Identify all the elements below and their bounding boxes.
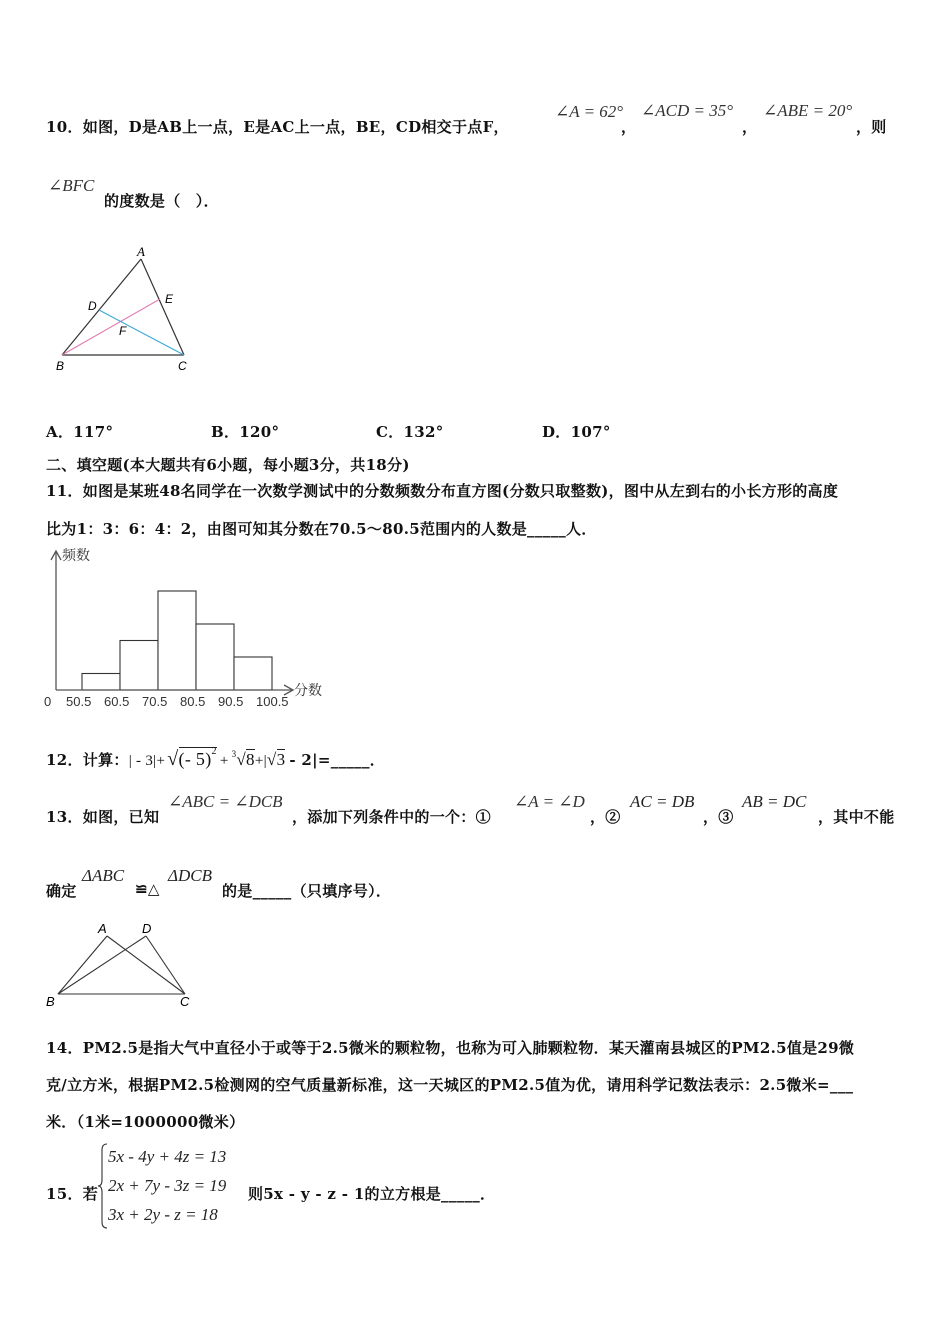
segment-be <box>62 299 160 355</box>
label-e: E <box>165 292 174 306</box>
q15-equation-3: 3x + 2y - z = 18 <box>108 1205 218 1224</box>
q12-sqrt <box>167 748 217 771</box>
q12-sqrt-inner-text: (- 5) <box>178 749 212 769</box>
label-b: B <box>56 359 65 373</box>
q10-option-a: A．117° <box>46 423 114 441</box>
q13-line2-prefix: 确定 <box>46 882 77 900</box>
q12-cbrt <box>232 749 255 770</box>
label-f: F <box>119 324 127 338</box>
label-c: C <box>178 359 187 373</box>
q10-number: 10． <box>46 118 83 136</box>
q13-condition-1: ∠A = ∠D <box>514 792 585 811</box>
q15-prefix: 15．若 <box>46 1185 99 1203</box>
origin-label: 0 <box>44 694 52 709</box>
q13-figure <box>40 918 200 1010</box>
x-tick-label: 100.5 <box>256 694 289 709</box>
q15-equation-1: 5x - 4y + 4z = 13 <box>108 1147 227 1166</box>
histogram-bar <box>196 624 234 690</box>
q12-sqrt3 <box>267 750 285 770</box>
q14-line-3: 米．（1米=1000000微米） <box>46 1113 245 1131</box>
side-ab <box>62 259 141 355</box>
q13-triangle-2: ΔDCB <box>168 866 212 885</box>
q13-prefix: 13．如图，已知 <box>46 808 160 826</box>
x-tick-label: 50.5 <box>66 694 92 709</box>
sqrt-sign: √ <box>236 750 247 769</box>
label-b: B <box>46 994 55 1009</box>
q12-square-exponent: 2 <box>211 746 217 757</box>
label-d: D <box>142 921 152 936</box>
q10-cond-angle-abe: ∠ABE = 20° <box>763 101 853 120</box>
x-tick-label: 80.5 <box>180 694 206 709</box>
q12-prefix: 12．计算： <box>46 751 129 769</box>
q11-line-1: 11．如图是某班48名同学在一次数学测试中的分数频数分布直方图(分数只取整数)，图中从左到右的小长方形的高度 <box>46 482 839 500</box>
q13-sep-2: ，② <box>590 808 621 826</box>
segment-cd <box>99 310 184 355</box>
q11-line-2: 比为1：3：6：4：2，由图可知其分数在70.5～80.5范围内的人数是_____人． <box>46 520 597 538</box>
q13-line2-tail: 的是_____（只填序号）． <box>222 882 392 900</box>
q13-sep-3: ，③ <box>703 808 734 826</box>
section-title: 二、填空题(本大题共有6小题，每小题3分，共18分) <box>46 456 410 474</box>
histogram-bar <box>234 657 272 690</box>
x-axis-label: 分数 <box>294 682 322 698</box>
q13-tail: ，其中不能 <box>818 808 895 826</box>
x-tick-label: 90.5 <box>218 694 244 709</box>
q10-cond-angle-acd: ∠ACD = 35° <box>641 101 734 120</box>
q12-tail: - 2|=_____． <box>289 751 386 769</box>
q12-cbrt-index: 3 <box>231 749 237 759</box>
label-a: A <box>137 244 145 259</box>
x-tick-label: 70.5 <box>142 694 168 709</box>
system-brace <box>98 1142 108 1230</box>
q13-condition-3: AB = DC <box>742 792 807 811</box>
sqrt-sign: √ <box>167 748 179 770</box>
q13-condition-2: AC = DB <box>630 792 695 811</box>
q10-ask-angle: ∠BFC <box>48 176 95 195</box>
histogram-bar <box>120 641 158 691</box>
segment-ac <box>107 936 185 994</box>
q12-plus: + <box>219 753 229 769</box>
q10-option-c: C．132° <box>376 423 444 441</box>
q15-equation-2: 2x + 7y - 3z = 19 <box>108 1176 227 1195</box>
q10-sep-2: ， <box>742 118 758 136</box>
segment-bd <box>58 936 146 994</box>
q12-part3: +| <box>254 753 267 769</box>
q10-then: ，则 <box>856 118 887 136</box>
q10-ask-text: 的度数是（ ）． <box>104 192 219 210</box>
histogram-bar <box>158 591 196 690</box>
q13-mid: ，添加下列条件中的一个：① <box>292 808 491 826</box>
q13-congruent: ≌△ <box>135 880 160 898</box>
q10-triangle-figure <box>50 244 210 379</box>
q15-tail: 则5x - y - z - 1的立方根是_____． <box>248 1185 496 1203</box>
q10-cond-angle-a: ∠A = 62° <box>555 102 624 121</box>
q10-statement: 如图，D是AB上一点，E是AC上一点，BE，CD相交于点F， <box>82 118 509 136</box>
segment-ba <box>58 936 107 994</box>
sqrt-sign: √ <box>266 750 277 769</box>
q14-line-1: 14．PM2.5是指大气中直径小于或等于2.5微米的颗粒物，也称为可入肺颗粒物．某天灌南县城区的PM2.5值是29微 <box>46 1039 855 1057</box>
q14-line-2: 克/立方米，根据PM2.5检测网的空气质量新标准，这一天城区的PM2.5值为优，请用科学记数法表示：2.5微米=___ <box>46 1076 854 1094</box>
x-tick-label: 60.5 <box>104 694 130 709</box>
q12-abs-part: | - 3|+ <box>128 753 166 769</box>
q15-equation-system <box>108 1142 226 1229</box>
label-c: C <box>180 994 190 1009</box>
q11-histogram <box>40 540 340 712</box>
q12-expression <box>46 748 385 771</box>
q12-cbrt-inner: 8 <box>246 750 255 769</box>
q13-triangle-1: ΔABC <box>82 866 125 885</box>
q12-sqrt3-inner: 3 <box>276 750 286 769</box>
q13-given: ∠ABC = ∠DCB <box>168 792 283 811</box>
side-ac <box>141 259 184 355</box>
y-axis-label: 频数 <box>62 547 90 563</box>
segment-dc <box>146 936 185 994</box>
q10-sep-1: ， <box>621 118 637 136</box>
label-d: D <box>88 299 97 313</box>
q10-text <box>46 116 509 137</box>
label-a: A <box>98 921 107 936</box>
q10-option-d: D．107° <box>542 423 611 441</box>
q12-sqrt-inner <box>179 747 217 769</box>
histogram-bar <box>82 674 120 691</box>
q10-option-b: B．120° <box>211 423 280 441</box>
